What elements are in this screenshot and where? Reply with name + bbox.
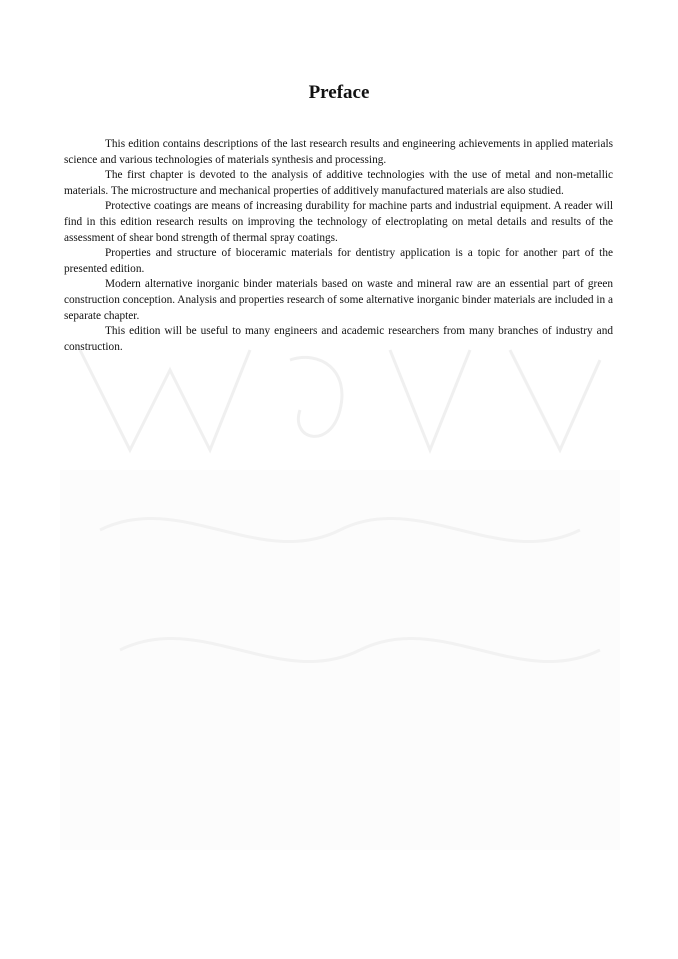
paragraph: Protective coatings are means of increasing durability for machine parts and industrial equipment. A reader will find in this edition research results on improving the technology of electroplating on metal details and results of the assessment of shear bond strength of thermal spray coatings. [64,200,613,244]
paragraph: Properties and structure of bioceramic materials for dentistry application is a topic for another part of the presented edition. [64,247,613,275]
paragraph: The first chapter is devoted to the analysis of additive technologies with the use of metal and non-metallic materials. The microstructure and mechanical properties of additively manufactured materials are also studied. [64,169,613,197]
paragraph: This edition contains descriptions of the last research results and engineering achievements in applied materials science and various technologies of materials synthesis and processing. [64,138,613,166]
paragraph: This edition will be useful to many engineers and academic researchers from many branches of industry and construction. [64,325,613,353]
page-title: Preface [308,82,370,103]
preface-body [64,137,613,355]
paragraph: Modern alternative inorganic binder materials based on waste and mineral raw are an essential part of green construction conception. Analysis and properties research of some alternative inorganic binder materials are included in a separate chapter. [64,278,613,322]
background-watermark-graphic [60,330,620,850]
